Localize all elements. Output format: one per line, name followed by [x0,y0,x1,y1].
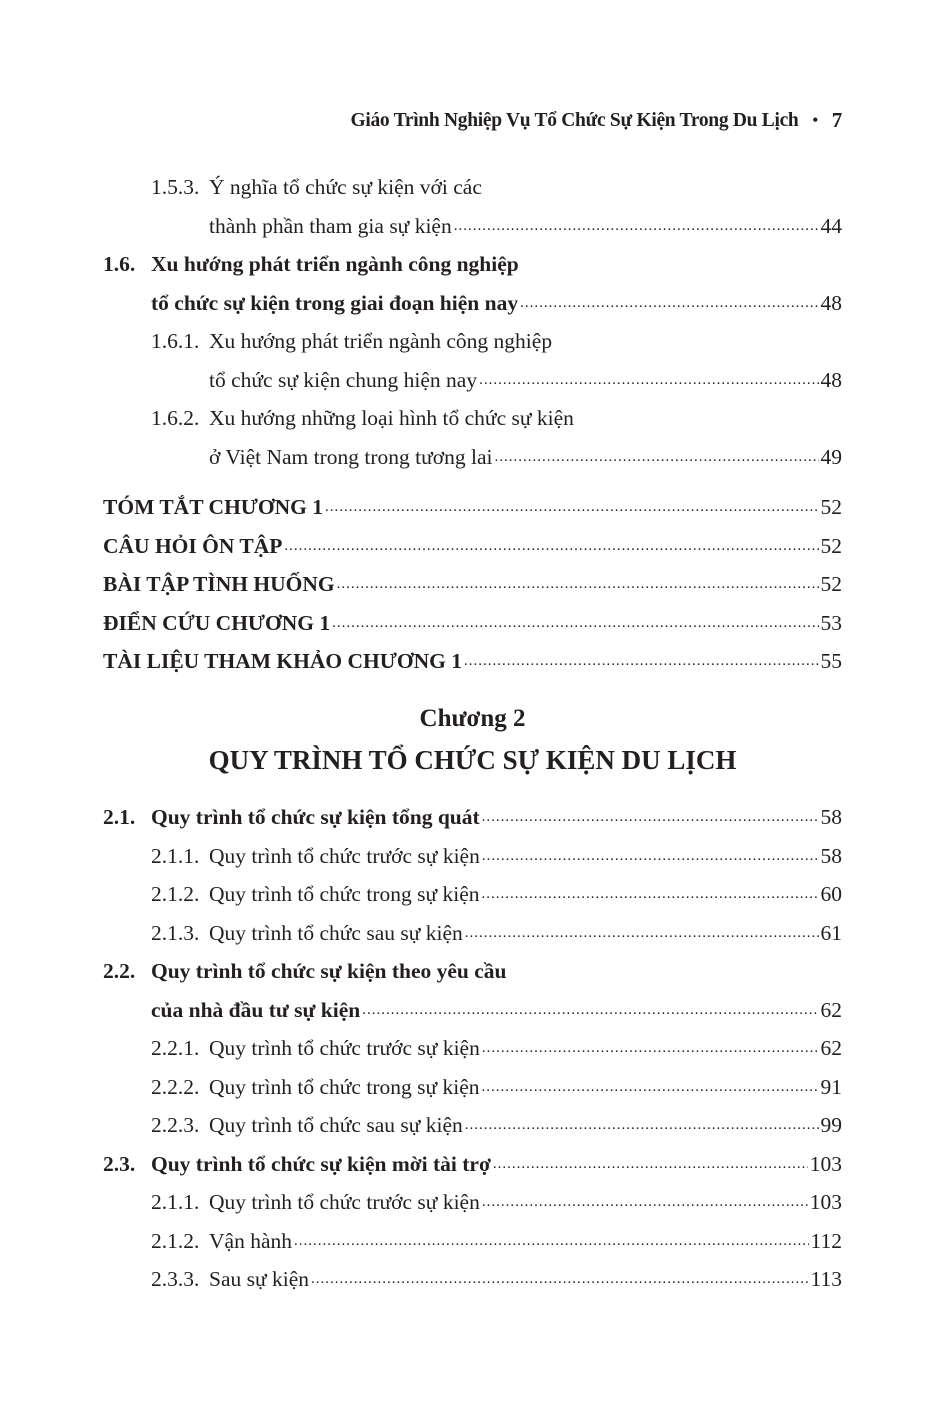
entry-page-number: 103 [809,1151,842,1176]
entry-page-number: 60 [820,882,842,906]
entry-title: Quy trình tổ chức trước sự kiện [209,843,480,868]
dot-leader [482,798,819,837]
entry-title: tổ chức sự kiện trong giai đoạn hiện nay [151,290,519,315]
entry-title: TÀI LIỆU THAM KHẢO CHƯƠNG 1 [103,649,462,673]
toc-entry-line[interactable] [103,284,842,323]
toc-entry-line[interactable] [103,604,842,643]
toc-entry-line[interactable] [103,1029,842,1068]
entry-page-number: 91 [820,1074,842,1099]
running-header [350,108,842,133]
entry-number: 2.2.3. [151,1113,200,1137]
entry-title: TÓM TẮT CHƯƠNG 1 [103,495,323,519]
toc-entry-line[interactable] [103,399,842,438]
entry-number: 1.5.3. [151,175,200,199]
dot-leader [284,527,818,566]
entry-number: 2.3. [103,1151,136,1176]
entry-title: CÂU HỎI ÔN TẬP [103,533,283,558]
entry-number: 1.6.1. [151,329,200,353]
book-title: Giáo Trình Nghiệp Vụ Tổ Chức Sự Kiện Trong Du Lịch [350,109,799,131]
toc-entry-line[interactable] [103,1222,842,1261]
toc-entry-line[interactable] [103,1183,842,1222]
entry-title: Xu hướng phát triển ngành công nghiệp [151,252,519,276]
dot-leader [482,1029,819,1068]
entry-page-number: 55 [820,649,842,673]
entry-page-number: 99 [820,1113,842,1137]
dot-leader [495,438,819,477]
toc-entry-line[interactable] [103,168,842,207]
toc-entry-line[interactable] [103,642,842,681]
dot-leader [465,1106,819,1145]
dot-leader [454,207,819,246]
entry-number: 2.3.3. [151,1267,200,1291]
toc-entry-line[interactable] [103,952,842,991]
toc-section-chapter1-appendix [103,488,842,681]
entry-page-number: 62 [820,997,842,1022]
entry-title: Quy trình tổ chức sự kiện tổng quát [151,805,480,829]
entry-title: ở Việt Nam trong trong tương lai [209,444,493,469]
entry-page-number: 48 [820,290,842,315]
dot-leader [332,604,818,643]
toc-entry-line[interactable] [103,207,842,246]
dot-leader [294,1222,809,1261]
entry-page-number: 103 [809,1190,842,1214]
entry-title: Quy trình tổ chức sau sự kiện [209,920,463,945]
entry-title: Quy trình tổ chức trong sự kiện [209,1074,480,1099]
toc-entry-line[interactable] [103,1106,842,1145]
toc-entry-line[interactable] [103,837,842,876]
entry-title: Quy trình tổ chức trong sự kiện [209,882,480,906]
toc-entry-line[interactable] [103,1068,842,1107]
entry-number: 2.1.1. [151,843,200,868]
entry-title: Ý nghĩa tổ chức sự kiện với các [209,175,482,199]
chapter-number: Chương 2 [419,705,526,732]
dot-leader [337,565,819,604]
dot-leader [465,914,819,953]
dot-leader [493,1145,808,1184]
entry-page-number: 49 [820,444,842,469]
entry-number: 2.2.2. [151,1074,200,1099]
entry-title: của nhà đầu tư sự kiện [151,997,361,1022]
toc-entry-line[interactable] [103,361,842,400]
bullet-separator: • [812,111,818,129]
dot-leader [362,991,818,1030]
entry-number: 2.1.2. [151,882,200,906]
entry-page-number: 58 [820,805,842,829]
entry-number: 2.1.1. [151,1190,200,1214]
entry-number: 2.1. [103,805,136,829]
entry-title: Quy trình tổ chức sự kiện mời tài trợ [151,1151,491,1176]
dot-leader [520,284,818,323]
entry-title: Quy trình tổ chức trước sự kiện [209,1036,480,1060]
dot-leader [482,875,819,914]
entry-number: 1.6. [103,252,136,276]
entry-page-number: 113 [810,1267,842,1291]
dot-leader [482,1183,808,1222]
toc-entry-line[interactable] [103,1260,842,1299]
toc-entry-line[interactable] [103,438,842,477]
toc-entry-line[interactable] [103,991,842,1030]
toc-entry-line[interactable] [103,527,842,566]
toc-section-chapter1-end [103,168,842,476]
toc-entry-line[interactable] [103,798,842,837]
toc-entry-line[interactable] [103,875,842,914]
entry-page-number: 58 [820,843,842,868]
entry-number: 2.2. [103,959,136,983]
entry-page-number: 52 [820,495,842,519]
toc-entry-line[interactable] [103,322,842,361]
entry-title: thành phần tham gia sự kiện [209,213,452,238]
entry-page-number: 44 [820,213,842,238]
dot-leader [311,1260,809,1299]
toc-section-chapter2 [103,798,842,1299]
entry-title: ĐIỂN CỨU CHƯƠNG 1 [103,610,331,635]
entry-title: Quy trình tổ chức sự kiện theo yêu cầu [151,959,507,983]
entry-number: 2.1.2. [151,1228,200,1253]
entry-title: Quy trình tổ chức sau sự kiện [209,1113,463,1137]
entry-page-number: 112 [810,1228,842,1253]
toc-entry-line[interactable] [103,914,842,953]
entry-number: 1.6.2. [151,406,200,430]
dot-leader [325,488,819,527]
toc-entry-line[interactable] [103,245,842,284]
dot-leader [482,1068,819,1107]
entry-page-number: 52 [820,533,842,558]
entry-page-number: 61 [820,920,842,945]
entry-page-number: 52 [820,572,842,596]
entry-number: 2.2.1. [151,1036,200,1060]
page-number: 7 [831,108,842,132]
entry-title: Quy trình tổ chức trước sự kiện [209,1190,480,1214]
entry-page-number: 53 [820,610,842,635]
toc-entry-line[interactable] [103,565,842,604]
dot-leader [479,361,818,400]
dot-leader [482,837,819,876]
entry-number: 2.1.3. [151,920,200,945]
entry-title: Sau sự kiện [209,1267,310,1291]
entry-title: tổ chức sự kiện chung hiện nay [209,367,478,392]
dot-leader [464,642,819,681]
entry-page-number: 62 [820,1036,842,1060]
toc-entry-line[interactable] [103,1145,842,1184]
entry-title: Vận hành [209,1228,292,1253]
entry-title: Xu hướng phát triển ngành công nghiệp [209,329,553,353]
entry-title: BÀI TẬP TÌNH HUỐNG [103,572,335,596]
entry-title: Xu hướng những loại hình tổ chức sự kiện [209,406,574,430]
toc-entry-line[interactable] [103,488,842,527]
chapter-title: QUY TRÌNH TỔ CHỨC SỰ KIỆN DU LỊCH [208,745,737,775]
entry-page-number: 48 [820,367,842,392]
